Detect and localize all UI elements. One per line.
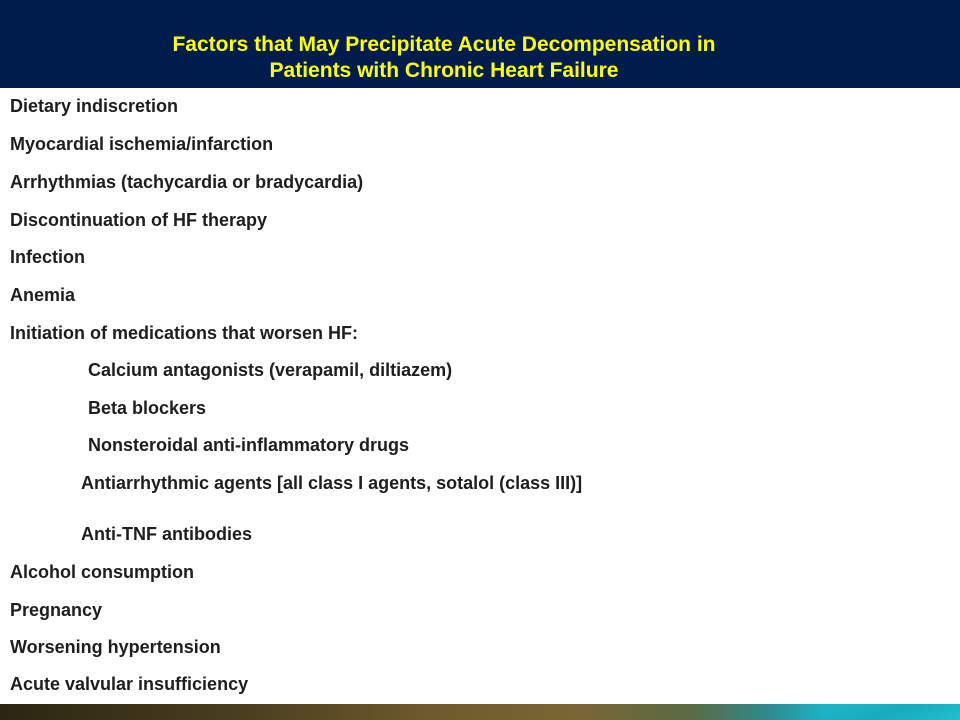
list-item: Myocardial ischemia/infarction: [10, 134, 274, 154]
list-item: Worsening hypertension: [10, 637, 221, 657]
sub-list-item: Nonsteroidal anti-inflammatory drugs: [88, 435, 410, 455]
slide-title-line-1: Factors that May Precipitate Acute Decompensation in: [172, 33, 716, 56]
sub-list-item: Antiarrhythmic agents [all class I agents, sotalol (class III)]: [81, 473, 583, 493]
list-item: Discontinuation of HF therapy: [10, 210, 268, 230]
list-item: Arrhythmias (tachycardia or bradycardia): [10, 172, 364, 192]
sub-list-item: Calcium antagonists (verapamil, diltiazem): [88, 360, 453, 380]
sub-list-item: Beta blockers: [88, 398, 207, 418]
list-item: Dietary indiscretion: [10, 96, 179, 116]
list-item: Alcohol consumption: [10, 562, 194, 582]
list-item: Acute valvular insufficiency: [10, 674, 249, 694]
list-item: Initiation of medications that worsen HF:: [10, 323, 359, 343]
list-item: Pregnancy: [10, 600, 103, 620]
footer-swoosh: [780, 704, 960, 720]
list-item: Infection: [10, 247, 85, 267]
slide-title-line-2: Patients with Chronic Heart Failure: [269, 59, 619, 82]
list-item: Anemia: [10, 285, 76, 305]
sub-list-item: Anti-TNF antibodies: [81, 524, 252, 544]
